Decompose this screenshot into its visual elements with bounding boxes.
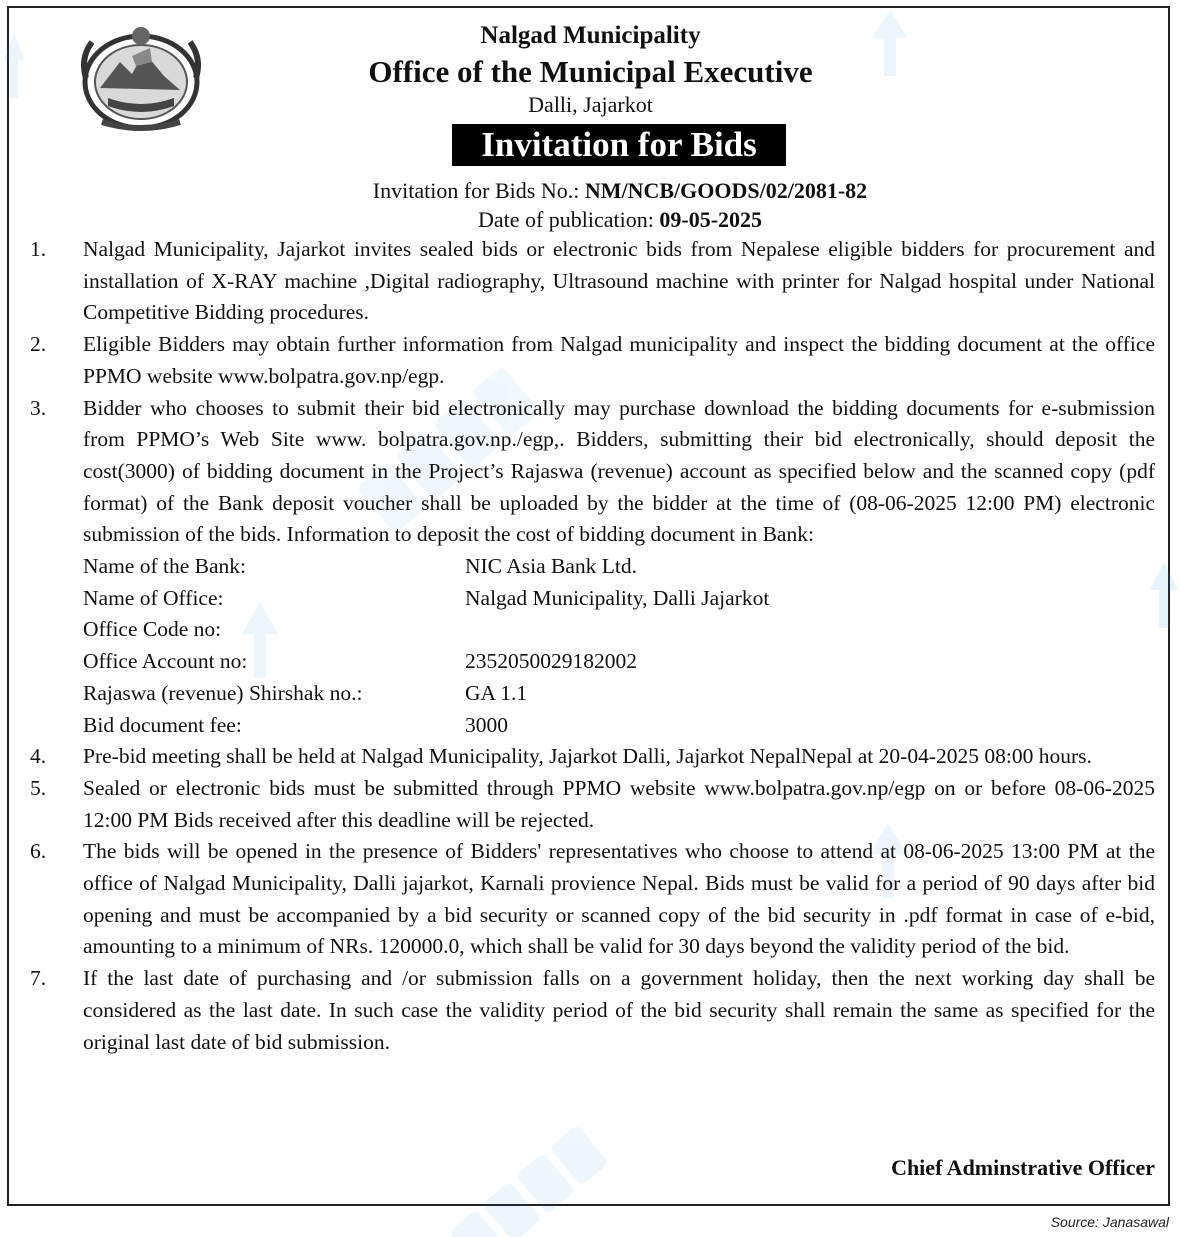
bank-details [83,551,1155,741]
item-text: The bids will be opened in the presence of Bidders' representatives who choose to attend at 08-06-2025 13:00 PM at the office of Nalgad Municipality, Dalli jajarkot, Karnali provience Nepal. Bids must be valid for a period of 90 days after bid opening and must be accompanied by a bid security or scanned copy of the bid security in .pdf format in case of e-bid, amounting to a minimum of NRs. 120000.0, which shall be valid for 30 days beyond the validity period of the bid. [83,839,1155,959]
bank-value: 3000 [465,712,508,737]
bank-row [83,551,1155,583]
item-text: Pre-bid meeting shall be held at Nalgad Municipality, Jajarkot Dalli, Jajarkot NepalNepal at 20-04-2025 08:00 hours. [83,744,1092,769]
office-name: Office of the Municipal Executive [368,54,813,89]
bank-row [83,614,1155,646]
bank-label: Rajaswa (revenue) Shirshak no.: [83,680,363,705]
list-item [0,393,1181,742]
publication-date-line [0,207,1181,233]
item-text: If the last date of purchasing and /or submission falls on a government holiday, then the next working day shall be considered as the last date. In such case the validity period of the bid security shall remain the same as specified for the original last date of bid submission. [83,966,1155,1054]
item-text: Bidder who chooses to submit their bid electronically may purchase download the bidding documents for e-submission from PPMO’s Web Site www. bolpatra.gov.np./egp,. Bidders, submitting their bid electronically, should deposit the cost(3000) of bidding document in the Project’s Rajaswa (revenue) account as specified below and the scanned copy (pdf format) of the Bank deposit voucher shall be uploaded by the bidder at the time of (08-06-2025 12:00 PM) electronic submission of the bids. Information to deposit the cost of bidding document in Bank: [83,395,1155,547]
bank-label: Bid document fee: [83,712,242,737]
bank-row [83,710,1155,742]
office-location: Dalli, Jajarkot [528,92,653,117]
bank-row [83,678,1155,710]
ifb-number-label: Invitation for Bids No.: [372,178,585,203]
ifb-number-line [0,178,1181,204]
bank-label: Name of Office: [83,585,224,610]
publication-date-label: Date of publication: [477,207,660,232]
publication-date: 09-05-2025 [659,207,763,232]
bank-value: GA 1.1 [465,680,528,705]
notice-body [0,234,1181,1058]
item-number: 5. [30,775,47,800]
list-item [0,963,1181,1058]
bank-value [465,614,1155,646]
bank-row [83,583,1155,615]
item-number: 3. [30,395,47,420]
list-item [0,741,1181,773]
list-item [0,234,1181,329]
item-text: Nalgad Municipality, Jajarkot invites sealed bids or electronic bids from Nepalese eligible bidders for procurement and installation of X-RAY machine ,Digital radiography, Ultrasound machine with printer for Nalgad hospital under National Competitive Bidding procedures. [83,237,1155,325]
bank-value: NIC Asia Bank Ltd. [465,554,637,579]
bank-value: Nalgad Municipality, Dalli Jajarkot [465,585,770,610]
item-number: 2. [30,332,47,357]
bank-value: 2352050029182002 [465,649,637,674]
item-number: 7. [30,966,47,991]
notice-title: Invitation for Bids [452,124,786,166]
item-text: Eligible Bidders may obtain further information from Nalgad municipality and inspect the bidding document at the office PPMO website www.bolpatra.gov.np/egp. [83,332,1155,388]
list-item [0,773,1181,836]
bank-row [83,646,1155,678]
item-number: 6. [30,839,47,864]
signatory-title: Chief Adminstrative Officer [891,1155,1155,1180]
bank-label: Office Account no: [83,649,248,674]
municipality-name: Nalgad Municipality [480,22,701,49]
list-item [0,836,1181,963]
item-text: Sealed or electronic bids must be submitted through PPMO website www.bolpatra.gov.np/egp on or before 08-06-2025 12:00 PM Bids received after this deadline will be rejected. [83,775,1155,832]
source-credit: Source: Janasawal [1050,1214,1169,1230]
item-number: 1. [30,237,47,261]
bank-label: Name of the Bank: [83,554,246,579]
list-item [0,329,1181,392]
bank-label: Office Code no: [83,617,222,642]
ifb-number: NM/NCB/GOODS/02/2081-82 [584,178,868,203]
item-number: 4. [30,744,47,769]
